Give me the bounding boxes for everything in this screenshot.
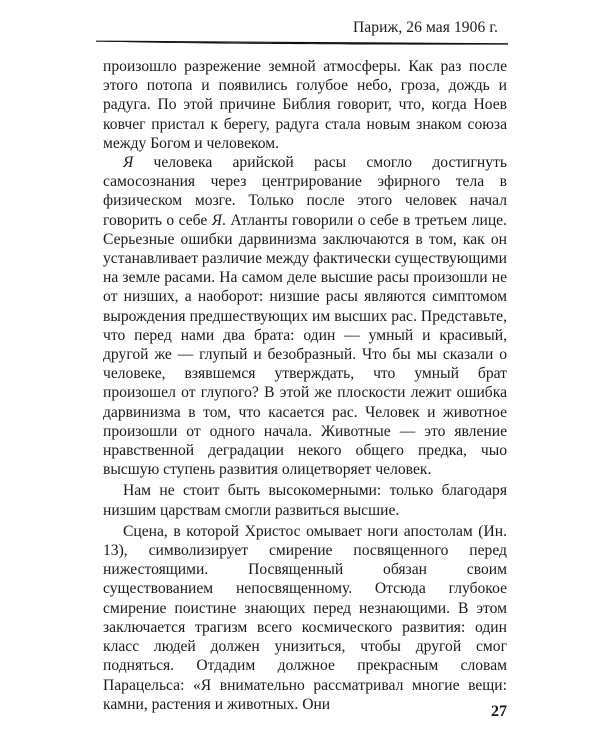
paragraph-1: произошло разрежение земной атмосферы. Как раз после этого потопа и появились голубое небо, гроза, дождь и радуга. По этой причине Библия говорит, что, когда Ноев ковчег пристал к берегу, радуга стала новым знаком союза между Богом и человеком.: [103, 58, 507, 152]
running-header: Париж, 26 мая 1906 г.: [353, 19, 498, 36]
paragraph-2-part-b: . Атланты говорили о себе в третьем лице. Серьезные ошибки дарвинизма заключаются в том, как он устанавливает различие между фактически существующими на земле расами. На самом деле высшие расы произошли не от низших, а наоборот: низшие расы являются симптомом вырождения предшествующих им высших рас. Представьте, что перед нами два брата: один — умный и красивый, другой же — глупый и безобразный. Что бы мы сказали о человеке, взявшемся утверждать, что умный брат произошел от глупого? В этой же плоскости лежит ошибка дарвинизма в том, что касается рас. Человек и животное произошли от одного начала. Животные — это явление нравственной деградации некого общего предка, чыо высшую ступень развития олицетворяет человек.: [103, 211, 508, 479]
body-text: [103, 57, 507, 714]
paragraph-3: Нам не стоит быть высокомерными: только благодаря низшим царствам смогли развиться высшие.: [103, 482, 507, 519]
paragraph-2-part-a: человека арийской расы смогло достигнуть самосознания через центрирование эфирного тела в физическом мозге. Только после этого человек начал говорить о себе: [103, 154, 507, 229]
page-number: 27: [491, 703, 507, 720]
paragraph-2: [103, 153, 507, 479]
paragraph-4: Сцена, в которой Христос омывает ноги апостолам (Ин. 13), символизирует смирение посвященного перед нижестоящими. Посвященный обязан своим существованием непосвященному. Отсюда глубокое смирение поистине знающих перед незнающими. В этом заключается трагизм всего космического развития: один класс людей должен унизиться, чтобы другой смог подняться. Отдадим должное прекрасным словам Парацельса: «Я внимательно рассматривал многие вещи: камни, растения и животных. Они: [103, 522, 507, 713]
header-rule: [96, 37, 508, 45]
italic-ya-mid: Я: [211, 211, 223, 229]
italic-ya-start: Я: [123, 154, 134, 172]
